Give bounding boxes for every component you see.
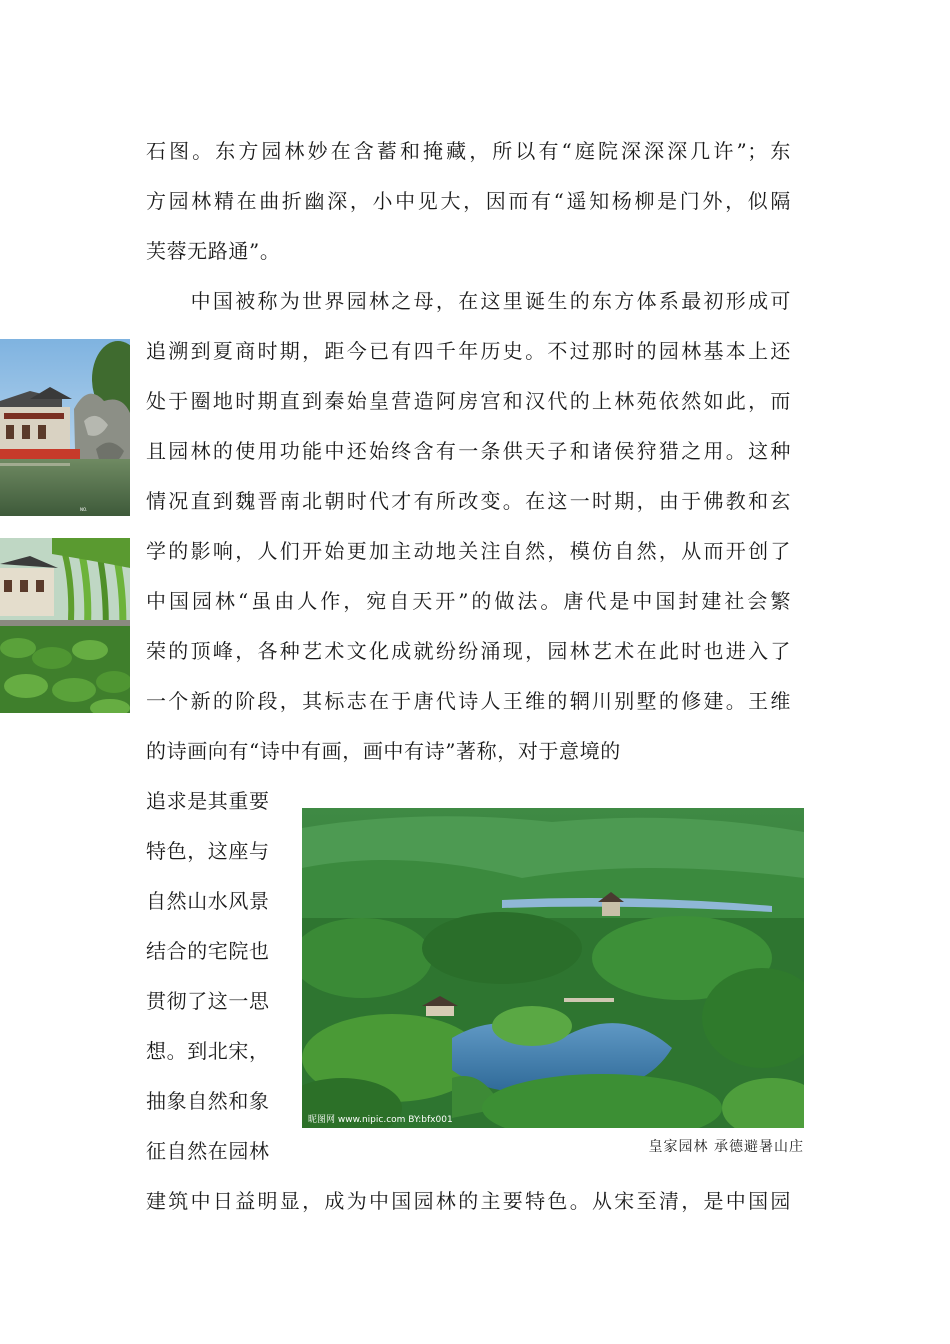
paragraph-2-line-6: 学的影响，人们开始更加主动地关注自然，模仿自然，从而开创了 [146, 539, 791, 563]
willow-lotus-photo [0, 538, 130, 713]
narrow-line-1: 追求是其重要 [146, 789, 270, 813]
narrow-line-3: 自然山水风景 [146, 889, 270, 913]
narrow-line-4: 结合的宅院也 [146, 939, 270, 963]
paragraph-2-line-2: 追溯到夏商时期，距今已有四千年历史。不过那时的园林基本上还 [146, 339, 791, 363]
paragraph-2-line-9: 一个新的阶段，其标志在于唐代诗人王维的辋川别墅的修建。王维 [146, 689, 791, 713]
paragraph-1-line-2: 方园林精在曲折幽深，小中见大，因而有“遥知杨柳是门外，似隔 [146, 189, 791, 213]
svg-text:NO.: NO. [80, 507, 88, 512]
chengde-resort-photo [302, 808, 804, 1128]
paragraph-1-line-3: 芙蓉无路通”。 [146, 239, 281, 263]
narrow-line-5: 贯彻了这一思 [146, 989, 270, 1013]
paragraph-2-line-3: 处于圈地时期直到秦始皇营造阿房宫和汉代的上林苑依然如此，而 [146, 389, 791, 413]
narrow-line-2: 特色，这座与 [146, 839, 270, 863]
photo-watermark: 昵图网 www.nipic.com BY:bfx001 [308, 1115, 453, 1125]
continuation-line: 建筑中日益明显，成为中国园林的主要特色。从宋至清，是中国园 [146, 1189, 791, 1213]
paragraph-2-line-5: 情况直到魏晋南北朝时代才有所改变。在这一时期，由于佛教和玄 [146, 489, 791, 513]
paragraph-2-line-4: 且园林的使用功能中还始终含有一条供天子和诸侯狩猎之用。这种 [146, 439, 791, 463]
garden-pavilion-photo [0, 339, 130, 516]
paragraph-2-line-8: 荣的顶峰，各种艺术文化成就纷纷涌现，园林艺术在此时也进入了 [146, 639, 791, 663]
paragraph-2-line-7: 中国园林“虽由人作，宛自天开”的做法。唐代是中国封建社会繁 [146, 589, 791, 613]
narrow-line-7: 抽象自然和象 [146, 1089, 270, 1113]
narrow-line-6: 想。到北宋， [146, 1039, 270, 1063]
narrow-line-8: 征自然在园林 [146, 1139, 270, 1163]
paragraph-2-line-1: 中国被称为世界园林之母，在这里诞生的东方体系最初形成可 [146, 289, 791, 313]
paragraph-1-line-1: 石图。东方园林妙在含蓄和掩藏，所以有“庭院深深深几许”；东 [146, 139, 791, 163]
figure-caption: 皇家园林 承德避暑山庄 [648, 1139, 804, 1155]
paragraph-2-line-10: 的诗画向有“诗中有画，画中有诗”著称，对于意境的 [146, 739, 621, 763]
